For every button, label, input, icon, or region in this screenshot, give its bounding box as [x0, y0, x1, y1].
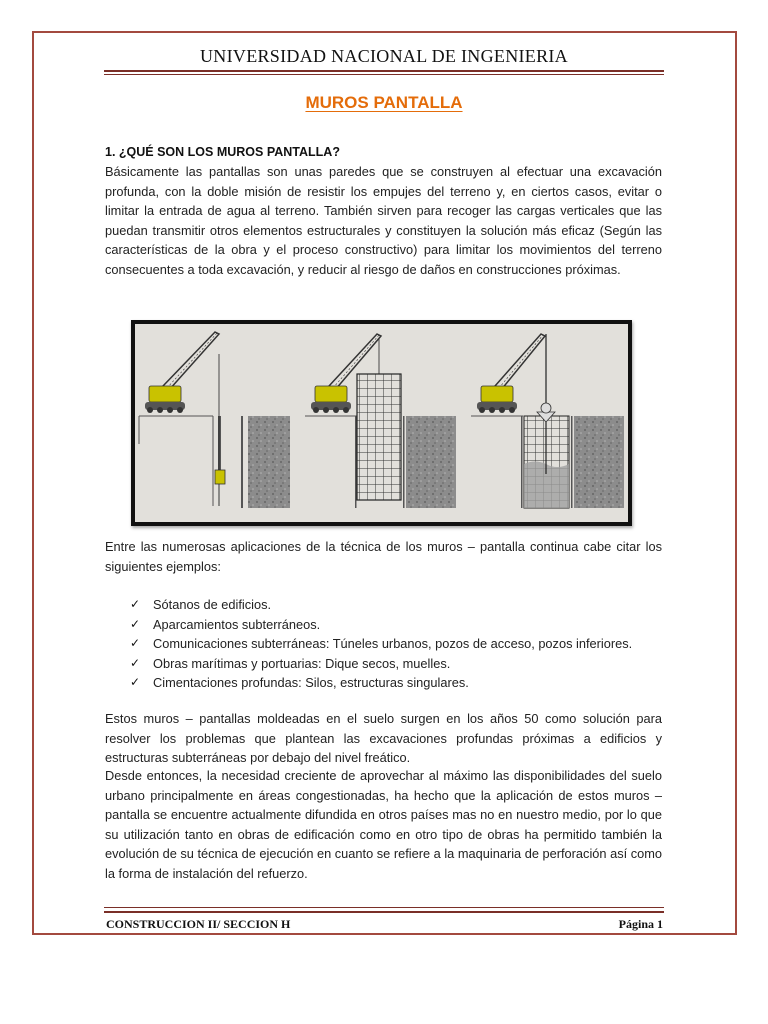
list-item: ✓ Sótanos de edificios. [130, 595, 632, 615]
applications-intro: Entre las numerosas aplicaciones de la técnica de los muros – pantalla continua cabe citar los siguientes ejemplos: [105, 539, 662, 574]
diaphragm-wall-construction-figure [131, 320, 632, 526]
header-title: UNIVERSIDAD NACIONAL DE INGENIERIA [200, 46, 568, 66]
footer-rule [104, 911, 664, 913]
list-item: ✓ Aparcamientos subterráneos. [130, 615, 632, 635]
applications-list [130, 595, 632, 693]
header-rule [104, 74, 664, 75]
history-paragraph: Estos muros – pantallas moldeadas en el suelo surgen en los años 50 como solución para resolver los problemas que plantean las excavaciones profundas próximas a edificios y estructuras subterráneas por debajo del nivel freático. [105, 711, 662, 766]
document-title: MUROS PANTALLA [305, 93, 463, 112]
checkmark-icon: ✓ [130, 597, 141, 611]
checkmark-icon: ✓ [130, 655, 141, 670]
checkmark-icon: ✓ [130, 616, 141, 631]
footer-page-number: Página 1 [618, 917, 663, 931]
list-item: ✓ Obras marítimas y portuarias: Dique secos, muelles. [130, 654, 632, 674]
list-item: ✓ Cimentaciones profundas: Silos, estructuras singulares. [130, 673, 632, 693]
list-item: ✓ Comunicaciones subterráneas: Túneles urbanos, pozos de acceso, pozos inferiores. [130, 634, 632, 654]
section-paragraph: Básicamente las pantallas son unas paredes que se construyen al efectuar una excavación profunda, con la doble misión de resistir los empujes del terreno y, en ciertos casos, evitar o limitar la entrada de agua al terreno. También sirven para recoger las cargas verticales que las puedan transmitir otros elementos estructurales y constituyen la solución más eficaz (Según las características de la obra y el proceso constructivo) para limitar los movimientos del terreno consecuentes a toda excavación, y reducir al riesgo de daños en construcciones próximas. [105, 164, 662, 277]
checkmark-icon: ✓ [130, 636, 141, 650]
evolution-paragraph: Desde entonces, la necesidad creciente de aprovechar al máximo las disponibilidades del suelo urbano principalmente en áreas congestionadas, ha hecho que la aplicación de estos muros – pantalla se encuentre actualmente difundida en otros países mas no en nuestro medio, por lo que su utilización tanto en obras de edificación como en otro tipo de obras ha permitido también la evolución de su técnica de ejecución en cuanto se refiere a la maquinaria de perforación así como la forma de instalación del refuerzo. [105, 768, 663, 881]
checkmark-icon: ✓ [130, 675, 141, 689]
footer-course: CONSTRUCCION II/ SECCION H [106, 917, 291, 931]
header-rule [104, 70, 664, 72]
section-heading: 1. ¿QUÉ SON LOS MUROS PANTALLA? [105, 145, 340, 159]
footer-rule [104, 907, 664, 908]
